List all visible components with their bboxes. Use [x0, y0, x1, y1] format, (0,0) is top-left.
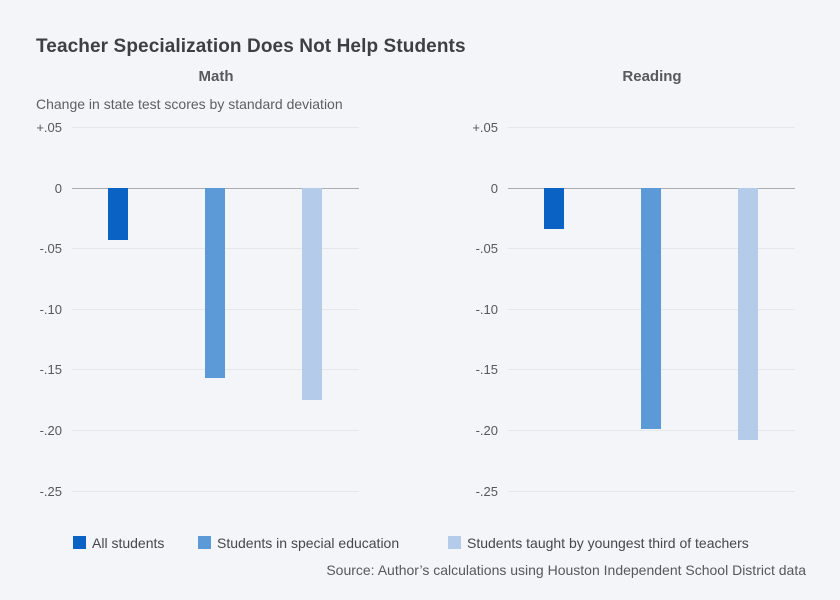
- y-tick-label: -.15: [39, 362, 62, 378]
- y-tick-label: +.05: [36, 120, 62, 135]
- y-tick-label: 0: [490, 180, 498, 196]
- bar-math-1: [205, 188, 225, 378]
- gridline: [508, 491, 795, 492]
- y-tick-label: -.15: [475, 362, 498, 378]
- y-tick-label: -.20: [39, 423, 62, 438]
- gridline: [72, 430, 359, 431]
- panel-title-math: Math: [198, 68, 234, 85]
- y-tick-label: -.05: [39, 241, 62, 257]
- gridline: [508, 127, 795, 128]
- y-tick-label: -.25: [475, 483, 498, 499]
- reading-plot-area: [508, 120, 795, 500]
- chart-title: Teacher Specialization Does Not Help Students: [36, 35, 466, 57]
- bar-reading-0: [544, 188, 564, 229]
- math-plot: [36, 120, 360, 500]
- y-tick-label: -.25: [39, 483, 62, 499]
- math-plot-area: [72, 120, 359, 500]
- y-axis-note: Change in state test scores by standard deviation: [36, 96, 343, 112]
- youngest-third-swatch: [448, 536, 461, 549]
- gridline: [72, 491, 359, 492]
- y-tick-label: -.20: [475, 423, 498, 438]
- gridline: [72, 127, 359, 128]
- y-tick-label: -.05: [475, 241, 498, 257]
- bar-math-2: [302, 188, 322, 400]
- bar-reading-2: [738, 188, 758, 440]
- y-tick-label: -.10: [39, 301, 62, 317]
- legend-label-special-education: Students in special education: [217, 535, 400, 551]
- bar-math-0: [108, 188, 128, 240]
- panel-title-reading: Reading: [622, 68, 682, 85]
- legend: [0, 534, 840, 552]
- legend-label-youngest-third: Students taught by youngest third of teachers: [467, 535, 749, 551]
- bar-reading-1: [641, 188, 661, 429]
- reading-plot: [472, 120, 796, 500]
- y-tick-label: -.10: [475, 301, 498, 317]
- legend-label-all-students: All students: [92, 535, 165, 551]
- all-students-swatch: [73, 536, 86, 549]
- source-note: Source: Author’s calculations using Houston Independent School District data: [326, 562, 806, 578]
- special-education-swatch: [198, 536, 211, 549]
- y-tick-label: +.05: [472, 120, 498, 135]
- y-tick-label: 0: [54, 180, 62, 196]
